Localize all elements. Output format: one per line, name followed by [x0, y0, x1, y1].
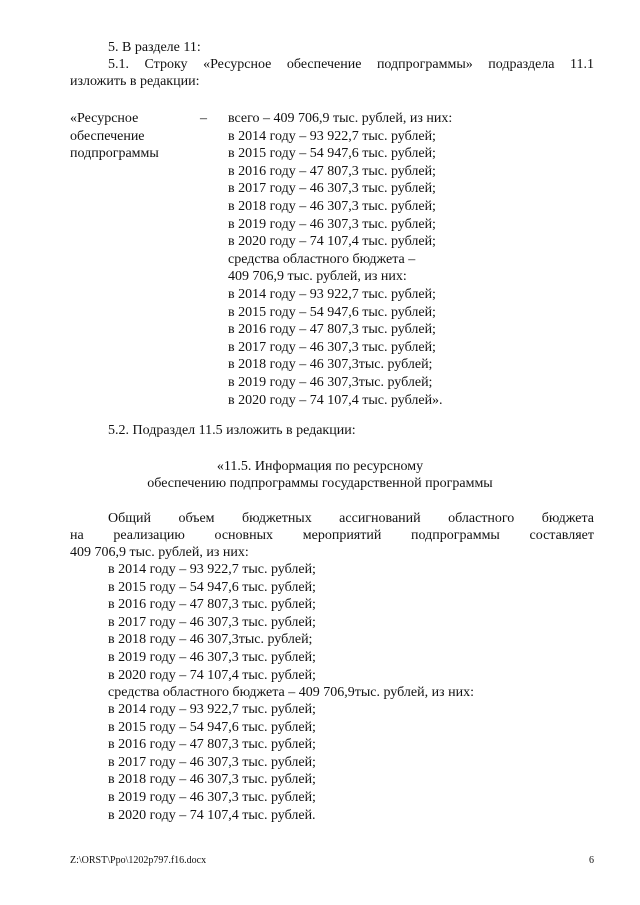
item-5-1-line — [70, 56, 594, 73]
regional-budget-line: средства областного бюджета – 409 706,9тыс. рублей, из них: — [108, 685, 474, 700]
resource-value-line: в 2016 году – 47 807,3 тыс. рублей; — [228, 163, 436, 179]
item-5-1-word: обеспечение — [286, 57, 362, 72]
resource-value-line: в 2019 году – 46 307,3 тыс. рублей; — [228, 216, 436, 232]
paragraph-word: на — [70, 528, 84, 543]
year-list-item: в 2014 году – 93 922,7 тыс. рублей; — [108, 562, 316, 577]
resource-value-line: в 2016 году – 47 807,3 тыс. рублей; — [228, 322, 436, 338]
resource-value-line: в 2018 году – 46 307,3 тыс. рублей; — [228, 198, 436, 214]
year-list-item: в 2018 году – 46 307,3 тыс. рублей; — [108, 772, 316, 788]
paragraph-line-1 — [70, 510, 594, 527]
year-list-item: в 2016 году – 47 807,3 тыс. рублей; — [108, 597, 316, 613]
year-list-item: в 2015 году – 54 947,6 тыс. рублей; — [108, 719, 316, 735]
resource-value-line: 409 706,9 тыс. рублей, из них: — [228, 269, 407, 285]
resource-values — [228, 110, 452, 409]
year-list-regional — [108, 701, 316, 824]
resource-label-line: «Ресурсное — [70, 111, 139, 126]
resource-value-line: в 2020 году – 74 107,4 тыс. рублей». — [228, 392, 443, 408]
resource-value-line: в 2017 году – 46 307,3 тыс. рублей; — [228, 181, 436, 197]
item-5-1-word: «Ресурсное — [203, 57, 272, 72]
item-5-1-continuation: изложить в редакции: — [70, 74, 200, 89]
paragraph-word: подпрограммы — [411, 528, 500, 543]
paragraph-word: мероприятий — [302, 528, 382, 543]
resource-value-line: в 2017 году – 46 307,3 тыс. рублей; — [228, 339, 436, 355]
paragraph-word: бюджета — [541, 511, 594, 526]
resource-dash: – — [200, 111, 207, 126]
year-list-item: в 2018 году – 46 307,3тыс. рублей; — [108, 632, 313, 648]
resource-label — [70, 110, 159, 163]
resource-value-line: в 2015 году – 54 947,6 тыс. рублей; — [228, 146, 436, 162]
year-list-item: в 2017 году – 46 307,3 тыс. рублей; — [108, 614, 316, 630]
paragraph-word: реализацию — [113, 528, 185, 543]
year-list-item: в 2014 году – 93 922,7 тыс. рублей; — [108, 702, 316, 717]
footer-file-path: Z:\ORST\Ppo\1202p797.f16.docx — [70, 855, 207, 866]
paragraph-word: Общий — [108, 511, 151, 526]
year-list-item: в 2016 году – 47 807,3 тыс. рублей; — [108, 737, 316, 753]
year-list-total — [108, 561, 316, 684]
year-list-item: в 2015 году – 54 947,6 тыс. рублей; — [108, 579, 316, 595]
paragraph-line-3: 409 706,9 тыс. рублей, из них: — [70, 545, 249, 560]
paragraph-word: объем — [178, 511, 215, 526]
year-list-item: в 2020 году – 74 107,4 тыс. рублей. — [108, 807, 316, 823]
subsection-title-line-2: обеспечению подпрограммы государственной программы — [147, 476, 493, 491]
paragraph-word: областного — [448, 511, 515, 526]
resource-value-line: в 2014 году – 93 922,7 тыс. рублей; — [228, 286, 436, 302]
section-heading: 5. В разделе 11: — [108, 40, 201, 55]
resource-label-line: обеспечение — [70, 128, 145, 144]
resource-label-line: подпрограммы — [70, 146, 159, 162]
paragraph-word: бюджетных — [242, 511, 312, 526]
year-list-item: в 2020 году – 74 107,4 тыс. рублей; — [108, 667, 316, 683]
subsection-title-line-1: «11.5. Информация по ресурсному — [216, 459, 424, 474]
resource-value-line: в 2014 году – 93 922,7 тыс. рублей; — [228, 128, 436, 144]
resource-value-line: в 2018 году – 46 307,3тыс. рублей; — [228, 357, 433, 373]
item-5-1-word: 11.1 — [570, 57, 594, 72]
year-list-item: в 2019 году – 46 307,3 тыс. рублей; — [108, 789, 316, 805]
paragraph-word: основных — [214, 528, 274, 543]
resource-value-line: в 2020 году – 74 107,4 тыс. рублей; — [228, 234, 436, 250]
resource-value-line: средства областного бюджета – — [228, 251, 416, 267]
item-5-1-word: подпрограммы» — [376, 57, 473, 72]
resource-value-line: всего – 409 706,9 тыс. рублей, из них: — [228, 111, 453, 126]
paragraph-word: составляет — [529, 528, 594, 543]
resource-value-line: в 2015 году – 54 947,6 тыс. рублей; — [228, 304, 436, 320]
item-5-2: 5.2. Подраздел 11.5 изложить в редакции: — [108, 423, 356, 438]
footer-page-number: 6 — [589, 855, 594, 866]
item-5-1-word: Строку — [144, 57, 188, 72]
item-5-1-word: 5.1. — [108, 57, 129, 72]
paragraph-line-2 — [70, 527, 594, 544]
year-list-item: в 2019 году – 46 307,3 тыс. рублей; — [108, 649, 316, 665]
item-5-1-word: подраздела — [488, 57, 555, 72]
year-list-item: в 2017 году – 46 307,3 тыс. рублей; — [108, 754, 316, 770]
paragraph-word: ассигнований — [339, 511, 421, 526]
resource-value-line: в 2019 году – 46 307,3тыс. рублей; — [228, 374, 433, 390]
